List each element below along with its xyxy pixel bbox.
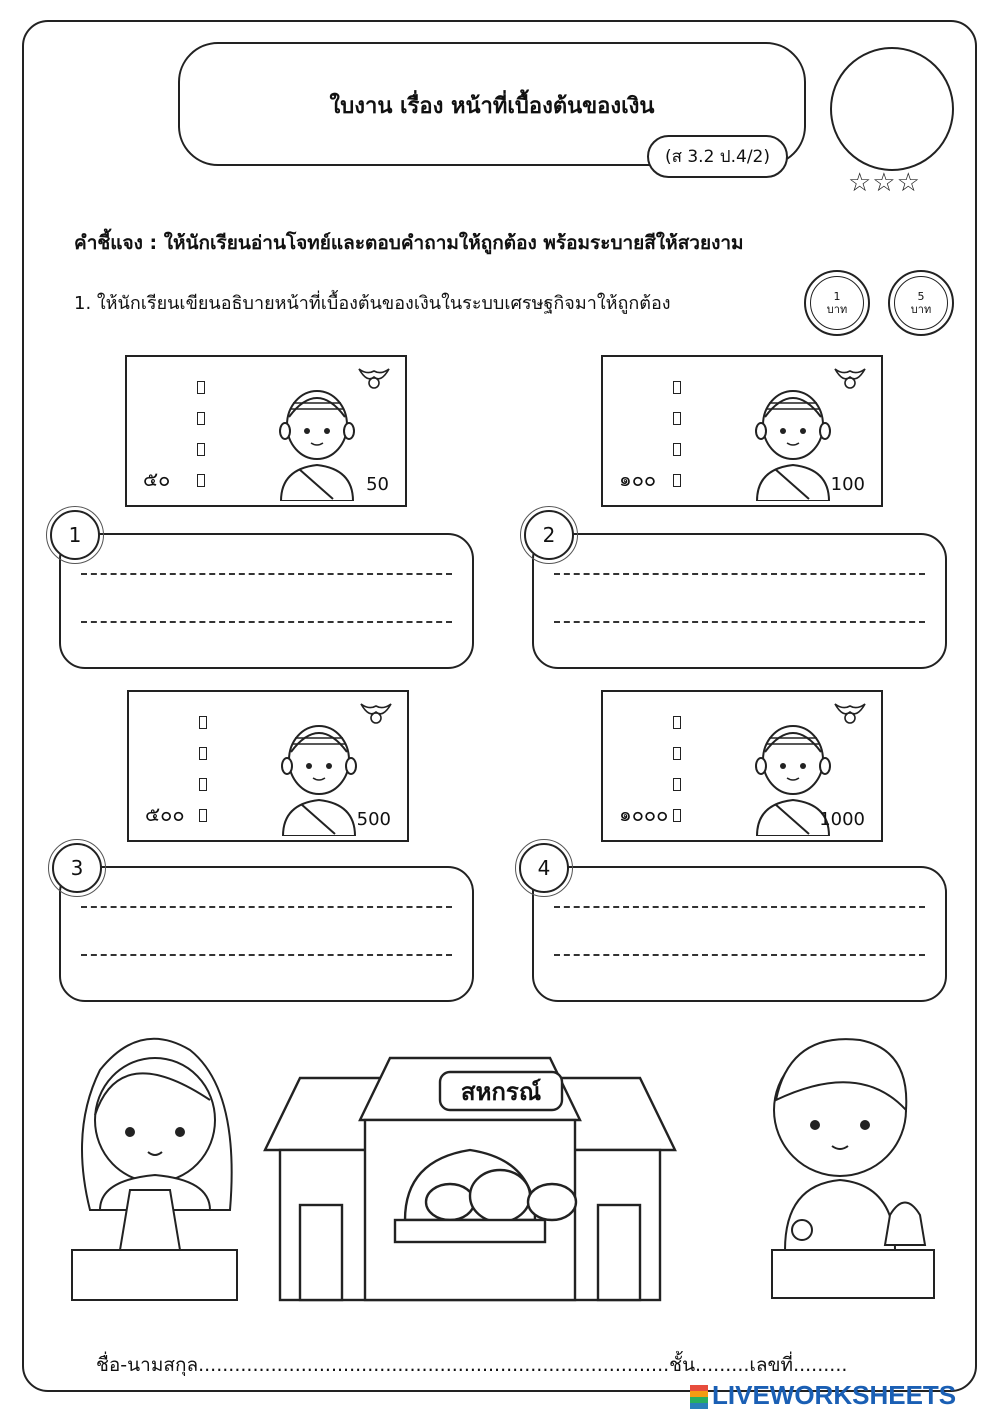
liveworksheets-logo-icon [690, 1385, 708, 1409]
coin-5-baht-icon [888, 270, 954, 336]
answer-line[interactable] [81, 573, 452, 575]
answer-line[interactable] [81, 906, 452, 908]
girl-illustration [72, 1039, 237, 1300]
garuda-icon [357, 365, 391, 391]
answer-box-4[interactable] [532, 866, 947, 1002]
garuda-icon [833, 365, 867, 391]
banknote-arabic-value: 500 [356, 809, 391, 830]
answer-line[interactable] [554, 621, 925, 623]
garuda-icon [359, 700, 393, 726]
answer-box-2[interactable] [532, 533, 947, 669]
banknote-arabic-value: 100 [830, 474, 865, 495]
banknote-thai-value: ๕๐ [143, 467, 171, 491]
coin-1-baht-icon [804, 270, 870, 336]
worksheet-title: ใบงาน เรื่อง หน้าที่เบื้องต้นของเงิน [329, 94, 655, 119]
answer-number-badge: 2 [524, 510, 574, 560]
liveworksheets-watermark [690, 1380, 956, 1411]
answer-line[interactable] [81, 621, 452, 623]
banknote-thai-value: ๑๐๐๐ [619, 802, 669, 826]
answer-line[interactable] [554, 954, 925, 956]
serial-marks [197, 381, 205, 487]
banknote-100 [601, 355, 883, 507]
banknote-thai-value: ๕๐๐ [145, 802, 185, 826]
watermark-text: LIVEWORKSHEETS [712, 1380, 957, 1410]
curriculum-code: (ส 3.2 ป.4/2) [647, 135, 788, 178]
banknote-1000 [601, 690, 883, 842]
score-circle [830, 47, 954, 171]
instructions: คำชี้แจง : ให้นักเรียนอ่านโจทย์และตอบคำถามให้ถูกต้อง พร้อมระบายสีให้สวยงาม [74, 232, 744, 254]
banknote-thai-value: ๑๐๐ [619, 467, 657, 491]
answer-line[interactable] [554, 906, 925, 908]
serial-marks [673, 381, 681, 487]
answer-line[interactable] [81, 954, 452, 956]
answer-box-1[interactable] [59, 533, 474, 669]
portrait-icon [267, 373, 367, 501]
serial-marks [673, 716, 681, 822]
banknote-500 [127, 690, 409, 842]
name-class-number-line[interactable]: ชื่อ-นามสกุล..............................................................................ชั้น.........เลขที่......... [96, 1354, 848, 1376]
question-1: 1. ให้นักเรียนเขียนอธิบายหน้าที่เบื้องต้นของเงินในระบบเศรษฐกิจมาให้ถูกต้อง [74, 293, 671, 314]
coin-value: 5 [917, 290, 925, 303]
cooperative-store-scene [60, 1020, 940, 1310]
rating-stars: ☆☆☆ [848, 168, 921, 198]
shop-sign: สหกรณ์ [460, 1078, 542, 1106]
banknote-arabic-value: 1000 [819, 809, 865, 830]
boy-illustration [772, 1039, 934, 1298]
serial-marks [199, 716, 207, 822]
banknote-50 [125, 355, 407, 507]
title-box [178, 42, 806, 166]
portrait-icon [269, 708, 369, 836]
banknote-arabic-value: 50 [366, 474, 389, 495]
portrait-icon [743, 373, 843, 501]
answer-number-badge: 1 [50, 510, 100, 560]
coin-unit: บาท [826, 303, 848, 316]
coin-value: 1 [833, 290, 841, 303]
garuda-icon [833, 700, 867, 726]
answer-line[interactable] [554, 573, 925, 575]
coin-unit: บาท [910, 303, 932, 316]
answer-number-badge: 4 [519, 843, 569, 893]
answer-box-3[interactable] [59, 866, 474, 1002]
answer-number-badge: 3 [52, 843, 102, 893]
